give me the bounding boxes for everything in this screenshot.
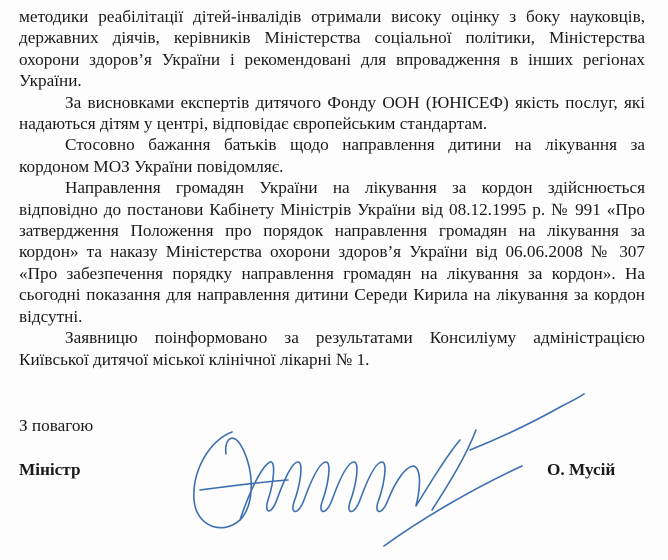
paragraph-applicant-informed: Заявницю поінформовано за результатами Консиліуму адміністрацією Київської дитячої міської клінічної лікарні № 1. bbox=[19, 328, 645, 369]
letter-body bbox=[19, 6, 645, 370]
signatory-title: Міністр bbox=[19, 460, 81, 479]
closing-regards: З повагою bbox=[19, 416, 94, 435]
paragraph-continuation: методики реабілітації дітей-інвалідів отримали високу оцінку з боку науковців, державних діячів, керівників Міністерства соціальної політики, Міністерства охорони здоров’я України і рекомендовані для впровадження в інших регіонах України. bbox=[19, 7, 645, 91]
handwritten-signature bbox=[170, 370, 590, 560]
paragraph-parents-request: Стосовно бажання батьків щодо направлення дитини на лікування за кордоном МОЗ України повідомляє. bbox=[19, 135, 645, 176]
paragraph-regulations: Направлення громадян України на лікування за кордон здійснюється відповідно до постанови Кабінету Міністрів України від 08.12.1995 р. № 991 «Про затвердження Положення про порядок направлення громадян на лікування за кордон» та наказу Міністерства охорони здоров’я України від 06.06.2008 № 307 «Про забезпечення порядку направлення громадян на лікування за кордон». На сьогодні показання для направлення дитини Середи Кирила на лікування за кордон відсутні. bbox=[19, 178, 645, 326]
paragraph-unicef: За висновками експертів дитячого Фонду ООН (ЮНІСЕФ) якість послуг, які надаються дітям у центрі, відповідає європейським стандартам. bbox=[19, 92, 645, 134]
signatory-name: О. Мусій bbox=[547, 460, 616, 479]
